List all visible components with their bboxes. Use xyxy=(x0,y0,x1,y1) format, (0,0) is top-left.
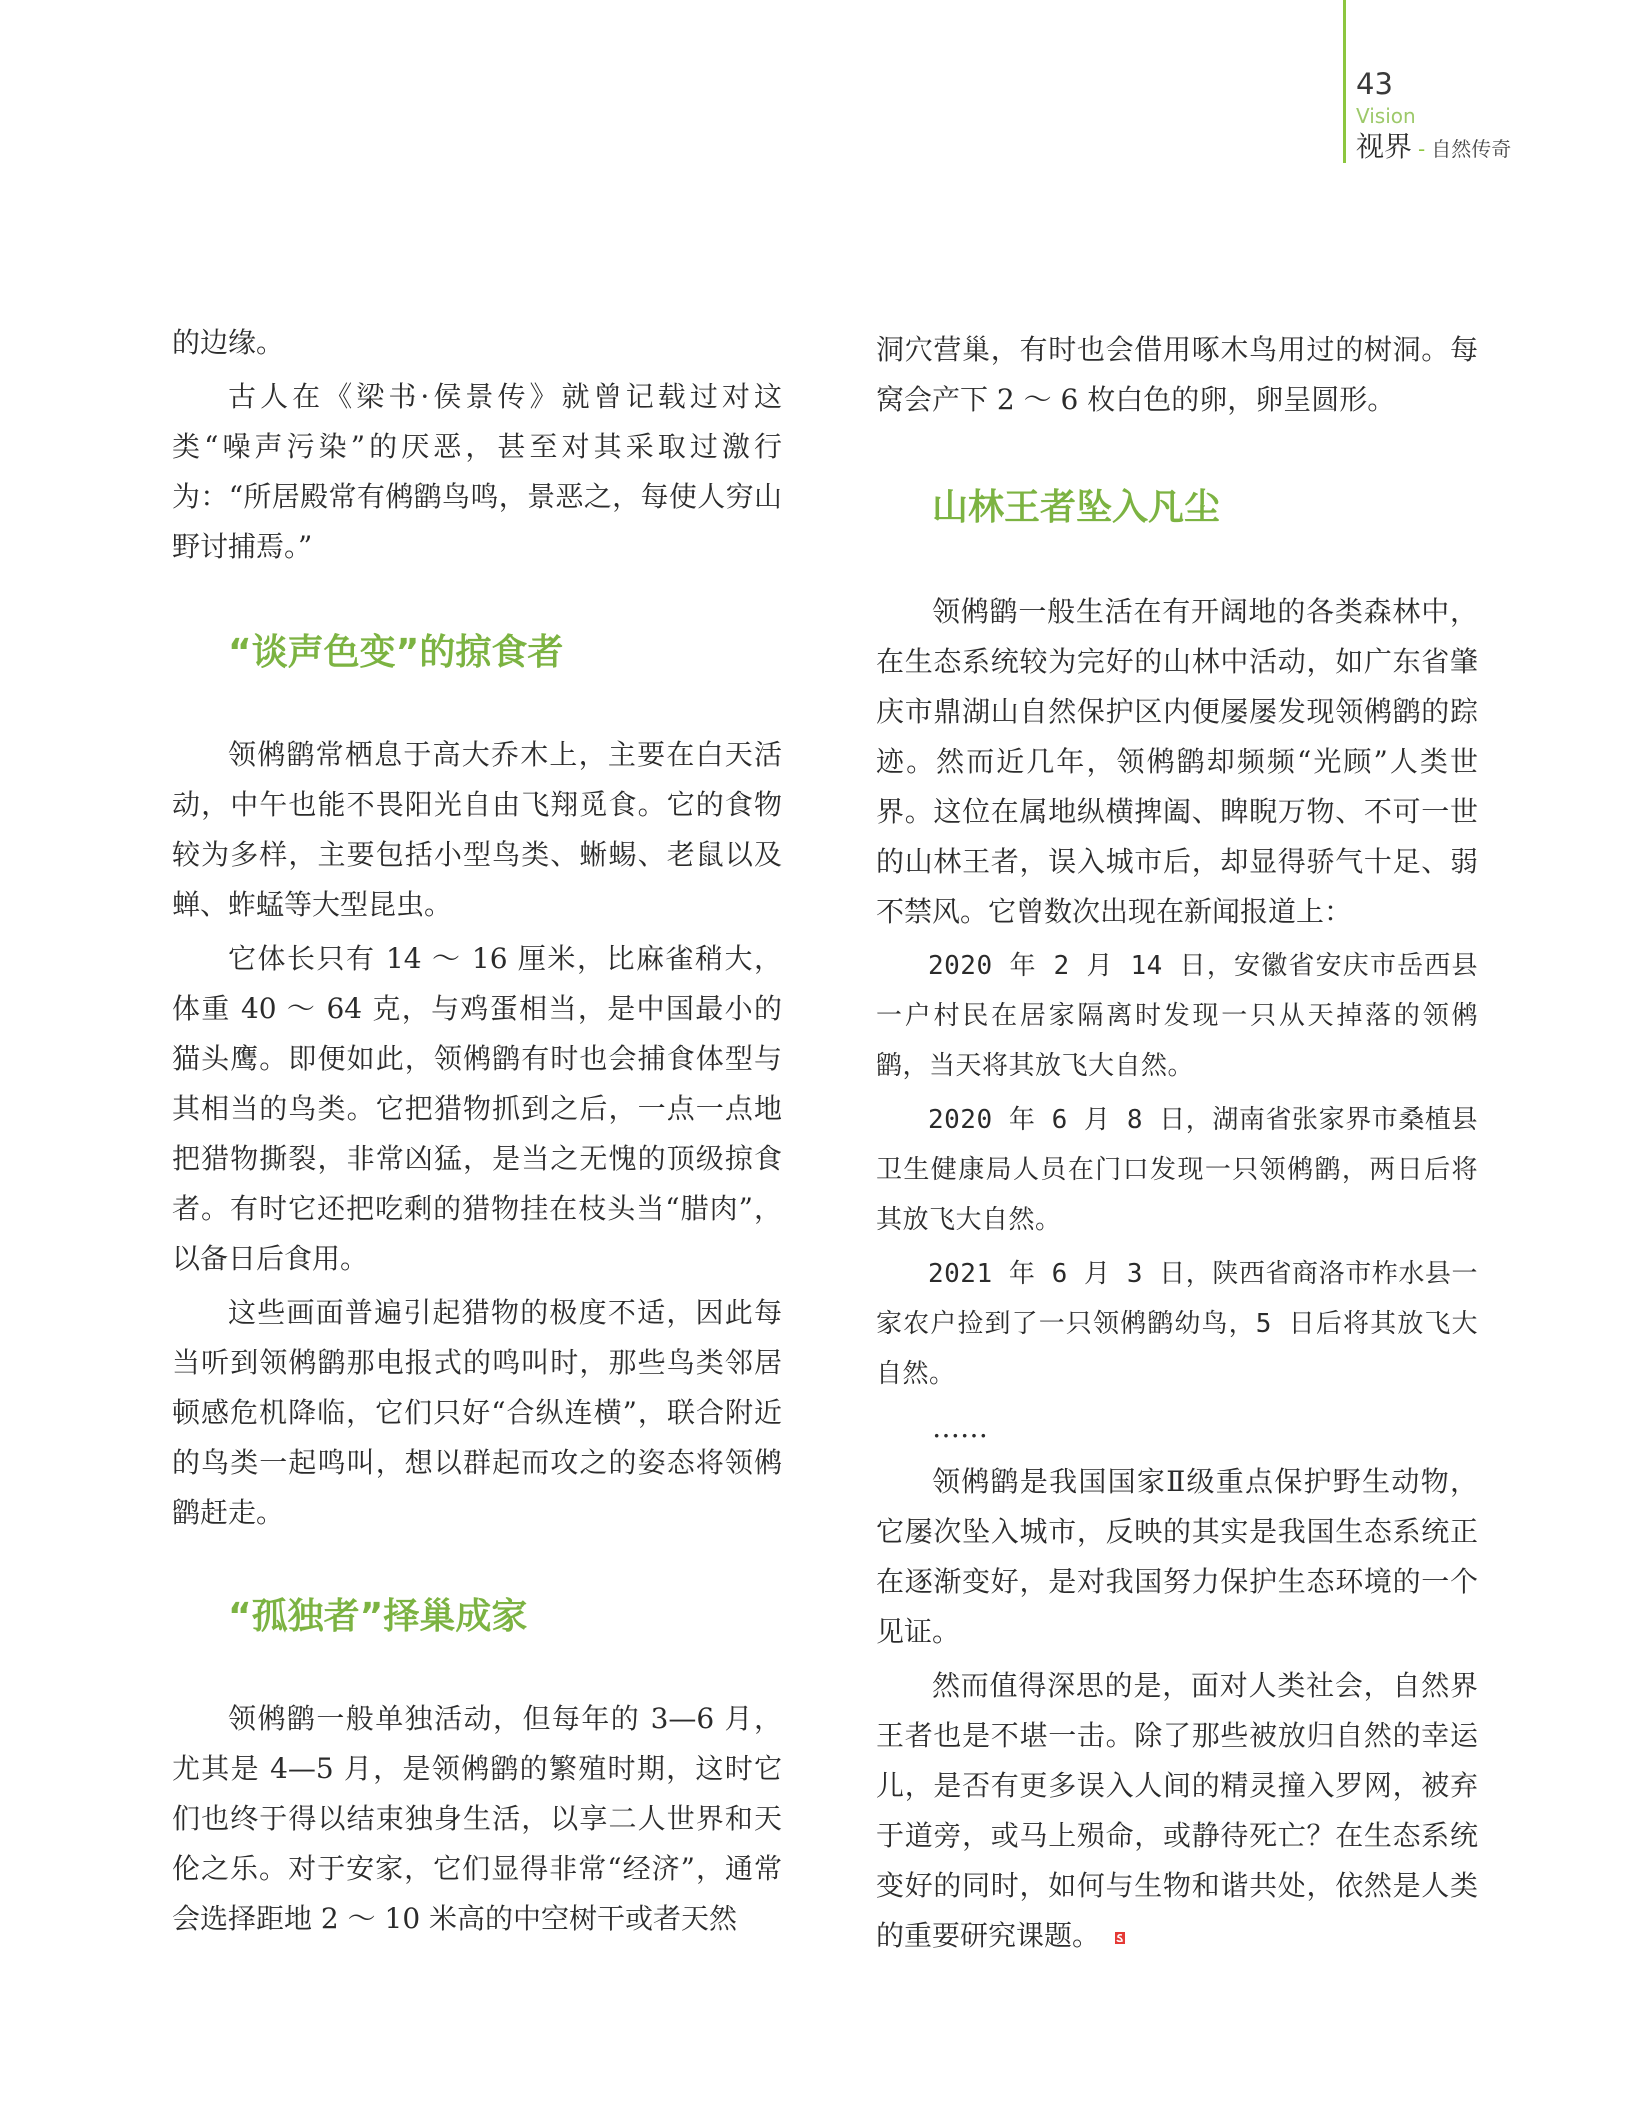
subheading: “谈声色变”的掠食者 xyxy=(228,632,564,673)
paragraph: 洞穴营巢，有时也会借用啄木鸟用过的树洞。每窝会产下 2 ～ 6 枚白色的卵，卵呈圆形。 xyxy=(876,333,1478,416)
paragraph: 领鸺鹠一般生活在有开阔地的各类森林中，在生态系统较为完好的山林中活动，如广东省肇庆市鼎湖山自然保护区内便屡屡发现领鸺鹠的踪迹。然而近几年，领鸺鹠却频频“光顾”人类世界。这位在属地纵横捭阖、睥睨万物、不可一世的山林王者，误入城市后，却显得骄气十足、弱不禁风。它曾数次出现在新闻报道上： xyxy=(876,595,1478,928)
paragraph-final xyxy=(876,1661,1478,1961)
end-of-article-icon xyxy=(1114,1931,1126,1945)
ellipsis: …… xyxy=(932,1411,988,1444)
paragraph: 的边缘。 xyxy=(172,326,285,359)
paragraph: 它体长只有 14 ～ 16 厘米，比麻雀稍大，体重 40 ～ 64 克，与鸡蛋相当，是中国最小的猫头鹰。即便如此，领鸺鹠有时也会捕食体型与其相当的鸟类。它把猎物抓到之后，一点一点地把猎物撕裂，非常凶猛，是当之无愧的顶级掠食者。有时它还把吃剩的猎物挂在枝头当“腊肉”，以备日后食用。 xyxy=(172,942,782,1275)
left-column xyxy=(172,318,782,1948)
paragraph: 领鸺鹠是我国国家Ⅱ级重点保护野生动物，它屡次坠入城市，反映的其实是我国生态系统正在逐渐变好，是对我国努力保护生态环境的一个见证。 xyxy=(876,1465,1478,1648)
paragraph-text: 然而值得深思的是，面对人类社会，自然界王者也是不堪一击。除了那些被放归自然的幸运儿，是否有更多误入人间的精灵撞入罗网，被弃于道旁，或马上殒命，或静待死亡？在生态系统变好的同时，如何与生物和谐共处，依然是人类的重要研究课题。 xyxy=(876,1669,1478,1952)
header-section xyxy=(1356,130,1512,163)
right-column xyxy=(876,325,1478,1965)
header-divider-line xyxy=(1343,0,1346,163)
subheading: 山林王者坠入凡尘 xyxy=(932,487,1221,528)
subheading: “孤独者”择巢成家 xyxy=(228,1596,528,1637)
paragraph: 领鸺鹠常栖息于高大乔木上，主要在白天活动，中午也能不畏阳光自由飞翔觅食。它的食物较为多样，主要包括小型鸟类、蜥蜴、老鼠以及蝉、蚱蜢等大型昆虫。 xyxy=(172,738,782,921)
header-vision-label: Vision xyxy=(1356,104,1416,128)
section-title: 视界 xyxy=(1356,130,1413,163)
section-subtitle: 自然传奇 xyxy=(1431,137,1512,161)
news-item: 2020 年 6 月 8 日，湖南省张家界市桑植县卫生健康局人员在门口发现一只领鸺鹠，两日后将其放飞大自然。 xyxy=(876,1105,1478,1235)
section-separator: - xyxy=(1418,137,1426,161)
news-item: 2020 年 2 月 14 日，安徽省安庆市岳西县一户村民在居家隔离时发现一只从天掉落的领鸺鹠，当天将其放飞大自然。 xyxy=(876,951,1478,1081)
paragraph: 古人在《梁书·侯景传》就曾记载过对这类“噪声污染”的厌恶，甚至对其采取过激行为：“所居殿常有鸺鹠鸟鸣，景恶之，每使人穷山野讨捕焉。” xyxy=(172,380,782,563)
paragraph: 领鸺鹠一般单独活动，但每年的 3—6 月，尤其是 4—5 月，是领鸺鹠的繁殖时期，这时它们也终于得以结束独身生活，以享二人世界和天伦之乐。对于安家，它们显得非常“经济”，通常会选择距地 2 ～ 10 米高的中空树干或者天然 xyxy=(172,1702,782,1935)
news-item: 2021 年 6 月 3 日，陕西省商洛市柞水县一家农户捡到了一只领鸺鹠幼鸟，5 日后将其放飞大自然。 xyxy=(876,1259,1478,1389)
paragraph: 这些画面普遍引起猎物的极度不适，因此每当听到领鸺鹠那电报式的鸣叫时，那些鸟类邻居顿感危机降临，它们只好“合纵连横”，联合附近的鸟类一起鸣叫，想以群起而攻之的姿态将领鸺鹠赶走。 xyxy=(172,1296,782,1529)
page-number: 43 xyxy=(1356,67,1393,101)
